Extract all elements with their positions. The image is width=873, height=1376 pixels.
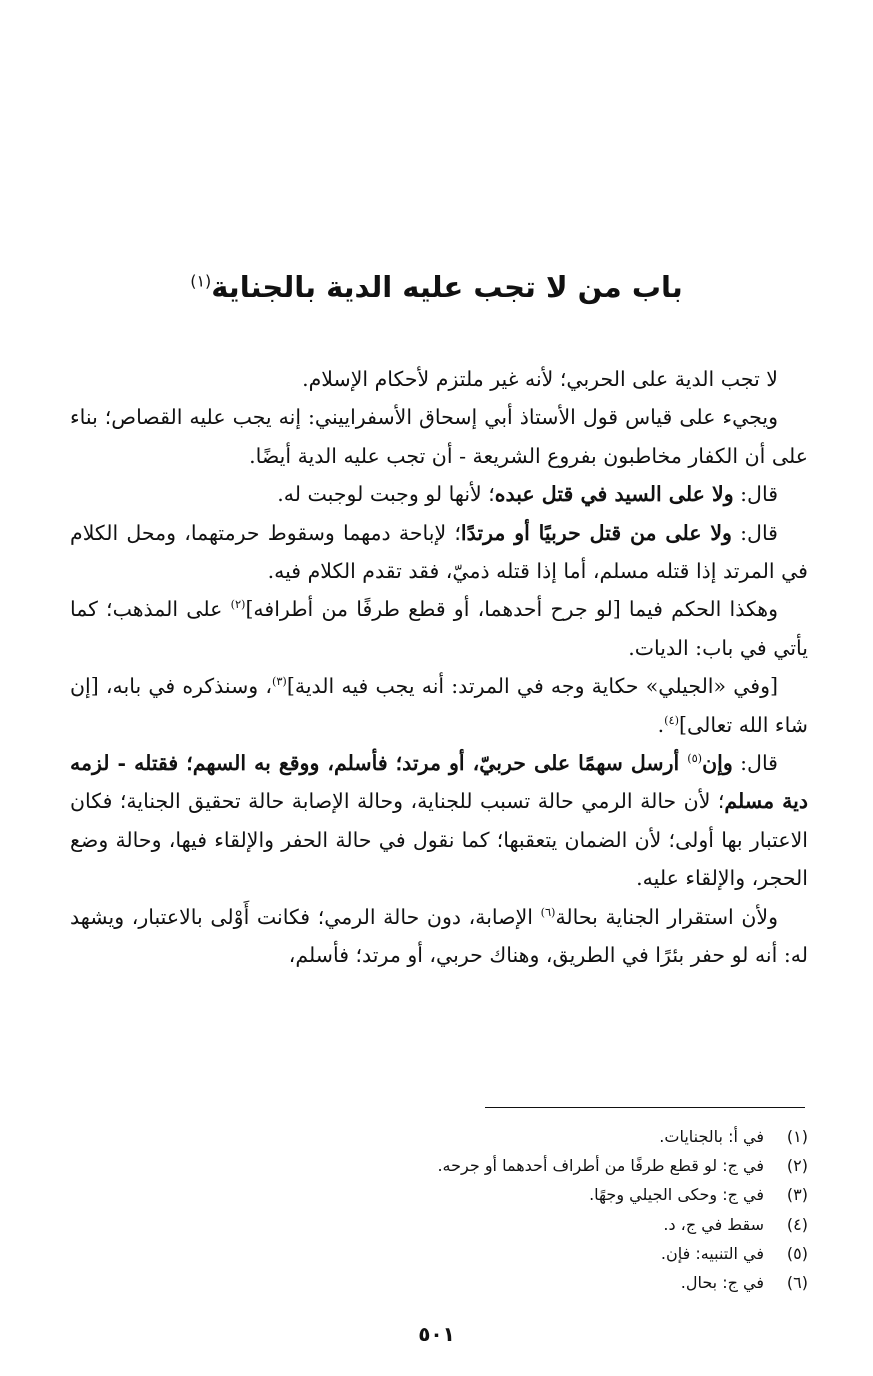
- text-segment: ولأن استقرار الجناية بحالة: [555, 904, 778, 929]
- footnote-number: (٣): [786, 1185, 808, 1205]
- matn-text: أرسل سهمًا على حربيّ، أو مرتد؛ فأسلم، ووقع به السهم؛ فقتله - لزمه دية مسلم: [70, 751, 809, 814]
- chapter-title: [60, 265, 813, 309]
- text-segment: وهكذا الحكم فيما [لو جرح أحدهما، أو قطع طرفًا من أطرافه]: [245, 597, 778, 622]
- footnote: [70, 1151, 808, 1180]
- text-segment: الإصابة، دون حالة الرمي؛ فكانت أَوْلى بالاعتبار، ويشهد له: أنه لو حفر بئرًا في الطريق، وهناك حربي، أو مرتد؛ فأسلم،: [70, 904, 808, 968]
- footnote-text: في التنبيه: فإن.: [660, 1243, 764, 1263]
- paragraph: [70, 898, 808, 975]
- paragraph: [70, 744, 808, 898]
- footnote-text: في ج: لو قطع طرفًا من أطراف أحدهما أو جرحه.: [437, 1156, 764, 1176]
- footnote: [70, 1180, 808, 1209]
- matn-text: ولا على من قتل حربيًا أو مرتدًا: [460, 520, 732, 545]
- text-segment: ، وسنذكره في بابه، [إن شاء الله تعالى]: [70, 674, 808, 737]
- matn-text: ولا على السيد في قتل عبده: [494, 482, 734, 507]
- footnote: [70, 1210, 808, 1239]
- text-segment: [وفي «الجيلي» حكاية وجه في المرتد: أنه يجب فيه الدية]: [286, 674, 778, 699]
- text-segment: قال:: [731, 520, 778, 545]
- text-segment: .: [657, 712, 665, 737]
- footnote-divider: [485, 1107, 805, 1108]
- footnote-ref: (٥): [687, 752, 703, 766]
- text-segment: قال:: [733, 482, 778, 507]
- footnote-number: (٤): [786, 1214, 808, 1234]
- footnote: [70, 1239, 808, 1268]
- paragraph: [70, 398, 808, 475]
- footnote-text: سقط في ج، د.: [663, 1214, 764, 1234]
- text-segment: على المذهب؛ كما يأتي في باب: الديات.: [70, 597, 808, 660]
- footnote-number: (٥): [786, 1243, 808, 1263]
- text-segment: ؛ لإباحة دمهما وسقوط حرمتهما، ومحل الكلام في المرتد إذا قتله مسلم، أما إذا قتله ذميّ، فقد تقدم الكلام فيه.: [70, 520, 808, 584]
- footnote-number: (٦): [786, 1273, 808, 1293]
- footnote-ref: (٤): [664, 713, 679, 727]
- footnote-ref: (٦): [540, 905, 556, 919]
- paragraph: [70, 514, 808, 591]
- paragraph: [70, 475, 808, 513]
- footnote-ref: (١): [190, 271, 212, 291]
- text-segment: لا تجب الدية على الحربي؛ لأنه غير ملتزم لأحكام الإسلام.: [302, 367, 778, 391]
- footnote: [70, 1268, 808, 1297]
- text-segment: قال:: [732, 751, 778, 776]
- matn-text: وإن: [702, 751, 733, 776]
- footnotes: [70, 1122, 808, 1297]
- paragraph: [70, 667, 808, 744]
- footnote: [70, 1122, 808, 1151]
- page-number: ٥٠١: [418, 1322, 455, 1346]
- footnote-number: (١): [786, 1127, 808, 1146]
- paragraph: [70, 360, 808, 398]
- chapter-title-text: باب من لا تجب عليه الدية بالجناية: [211, 270, 683, 305]
- footnote-number: (٢): [786, 1156, 808, 1176]
- footnote-ref: (٢): [230, 598, 246, 612]
- footnote-ref: (٣): [271, 675, 287, 689]
- footnote-text: في ج: بحال.: [680, 1273, 764, 1293]
- text-segment: ؛ لأنها لو وجبت لوجبت له.: [277, 482, 495, 507]
- text-segment: ويجيء على قياس قول الأستاذ أبي إسحاق الأسفراييني: إنه يجب عليه القصاص؛ بناء على أن الكفار مخاطبون بفروع الشريعة - أن تجب عليه الدية أيضًا.: [70, 405, 808, 468]
- text-segment: ؛ لأن حالة الرمي حالة تسبب للجناية، وحالة الإصابة حالة تحقيق الجناية؛ فكان الاعتبار بها أولى؛ لأن الضمان يتعقبها؛ كما نقول في حالة الحفر والإلقاء فيها، وحالة وضع الحجر، والإلقاء عليه.: [70, 789, 808, 891]
- footnote-text: في ج: وحكى الجيلي وجهًا.: [589, 1185, 764, 1205]
- footnote-text: في أ: بالجنايات.: [659, 1127, 764, 1146]
- body-text: [70, 360, 808, 975]
- paragraph: [70, 590, 808, 667]
